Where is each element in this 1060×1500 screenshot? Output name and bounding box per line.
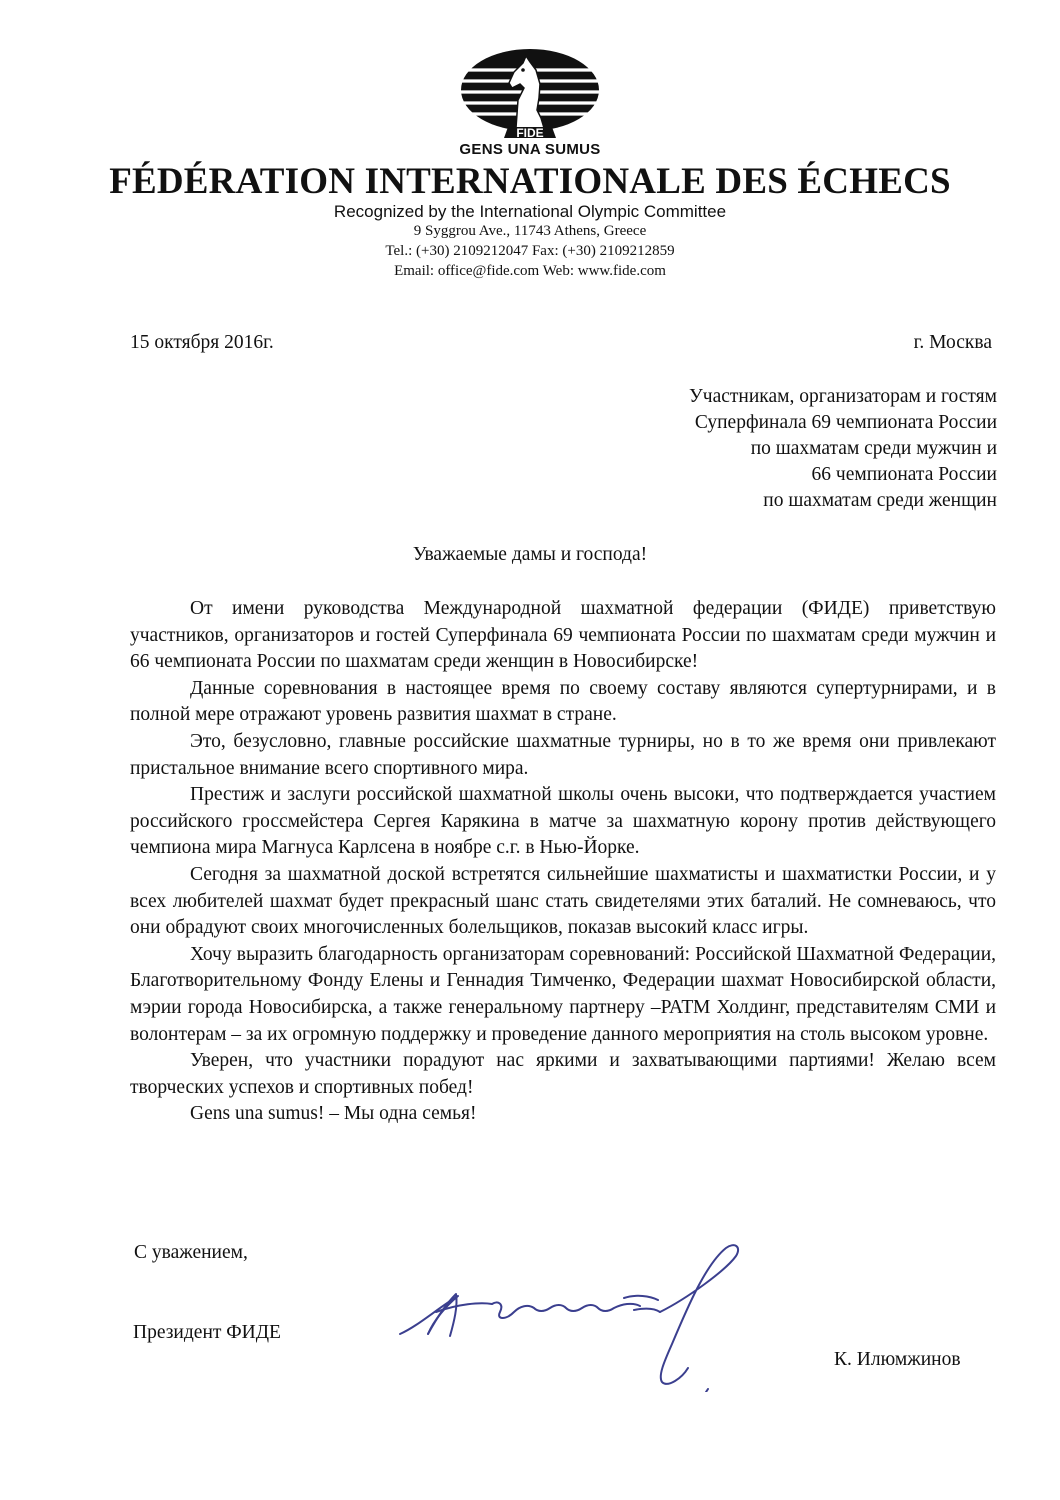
recipient-line: Суперфинала 69 чемпионата России — [694, 412, 997, 433]
letter-city: г. Москва — [913, 332, 992, 353]
recognition-line: Recognized by the International Olympic Committee — [333, 202, 727, 221]
body-paragraph: От имени руководства Международной шахматной федерации (ФИДЕ) приветствую участников, организаторов и гостей Суперфинала 69 чемпионата России по шахматам среди мужчин и 66 чемпионата России по шахматам среди женщин в Новосибирске! — [130, 598, 996, 673]
letter-date: 15 октября 2016г. — [130, 332, 274, 353]
signer-title: Президент ФИДЕ — [133, 1322, 281, 1343]
motto: GENS UNA SUMUS — [459, 141, 601, 158]
body-paragraph: Престиж и заслуги российской шахматной школы очень высоки, что подтверждается участием российского гроссмейстера Сергея Карякина в матче за шахматную корону против действующего чемпиона мира Магнуса Карлсена в ноябре с.г. в Нью-Йорке. — [130, 784, 996, 859]
recipient-line: по шахматам среди женщин — [763, 490, 997, 511]
fide-knight-logo-icon — [460, 48, 600, 143]
address-line: 9 Syggrou Ave., 11743 Athens, Greece — [413, 223, 647, 239]
body-paragraph: Gens una sumus! – Мы одна семья! — [190, 1103, 477, 1125]
logo-text: FIDE — [516, 126, 544, 140]
signature-icon — [388, 1242, 758, 1392]
recipients-block — [689, 384, 997, 514]
recipient-line: по шахматам среди мужчин и — [750, 438, 997, 459]
recipient-line: 66 чемпионата России — [811, 464, 997, 485]
handwritten-signature — [388, 1242, 758, 1392]
fide-logo — [460, 48, 600, 143]
body-paragraph: Сегодня за шахматной доской встретятся сильнейшие шахматисты и шахматистки России, и у всех любителей шахмат будет прекрасный шанс стать свидетелями этих баталий. Не сомневаюсь, что они обрадуют своих многочисленных болельщиков, показав высокий класс игры. — [130, 863, 996, 939]
body-paragraph: Уверен, что участники порадуют нас яркими и захватывающими партиями! Желаю всем творческих успехов и спортивных побед! — [130, 1050, 996, 1098]
signer-name: К. Илюмжинов — [834, 1349, 961, 1370]
organization-name: FÉDÉRATION INTERNATIONALE DES ÉCHECS — [109, 161, 951, 202]
letter-body — [130, 596, 996, 1128]
body-paragraph: Данные соревнования в настоящее время по своему составу являются супертурнирами, и в полной мере отражают уровень развития шахмат в стране. — [130, 677, 996, 726]
body-paragraph: Хочу выразить благодарность организаторам соревнований: Российской Шахматной Федерации, Благотворительному Фонду Елены и Геннадия Тимченко, Федерации шахмат Новосибирской области, мэрии города Новосибирска, а также генеральному партнеру –РАТМ Холдинг, представителям СМИ и волонтерам – за их огромную поддержку и проведение данного мероприятия на столь высоком уровне. — [130, 943, 996, 1045]
salutation: Уважаемые дамы и господа! — [412, 544, 648, 565]
phone-fax-line: Tel.: (+30) 2109212047 Fax: (+30) 2109212859 — [385, 243, 675, 259]
body-paragraph: Это, безусловно, главные российские шахматные турниры, но в то же время они привлекают пристальное внимание всего спортивного мира. — [130, 730, 996, 779]
closing: С уважением, — [134, 1242, 248, 1263]
email-web-line: Email: office@fide.com Web: www.fide.com — [394, 263, 666, 279]
recipient-line: Участникам, организаторам и гостям — [688, 386, 997, 407]
